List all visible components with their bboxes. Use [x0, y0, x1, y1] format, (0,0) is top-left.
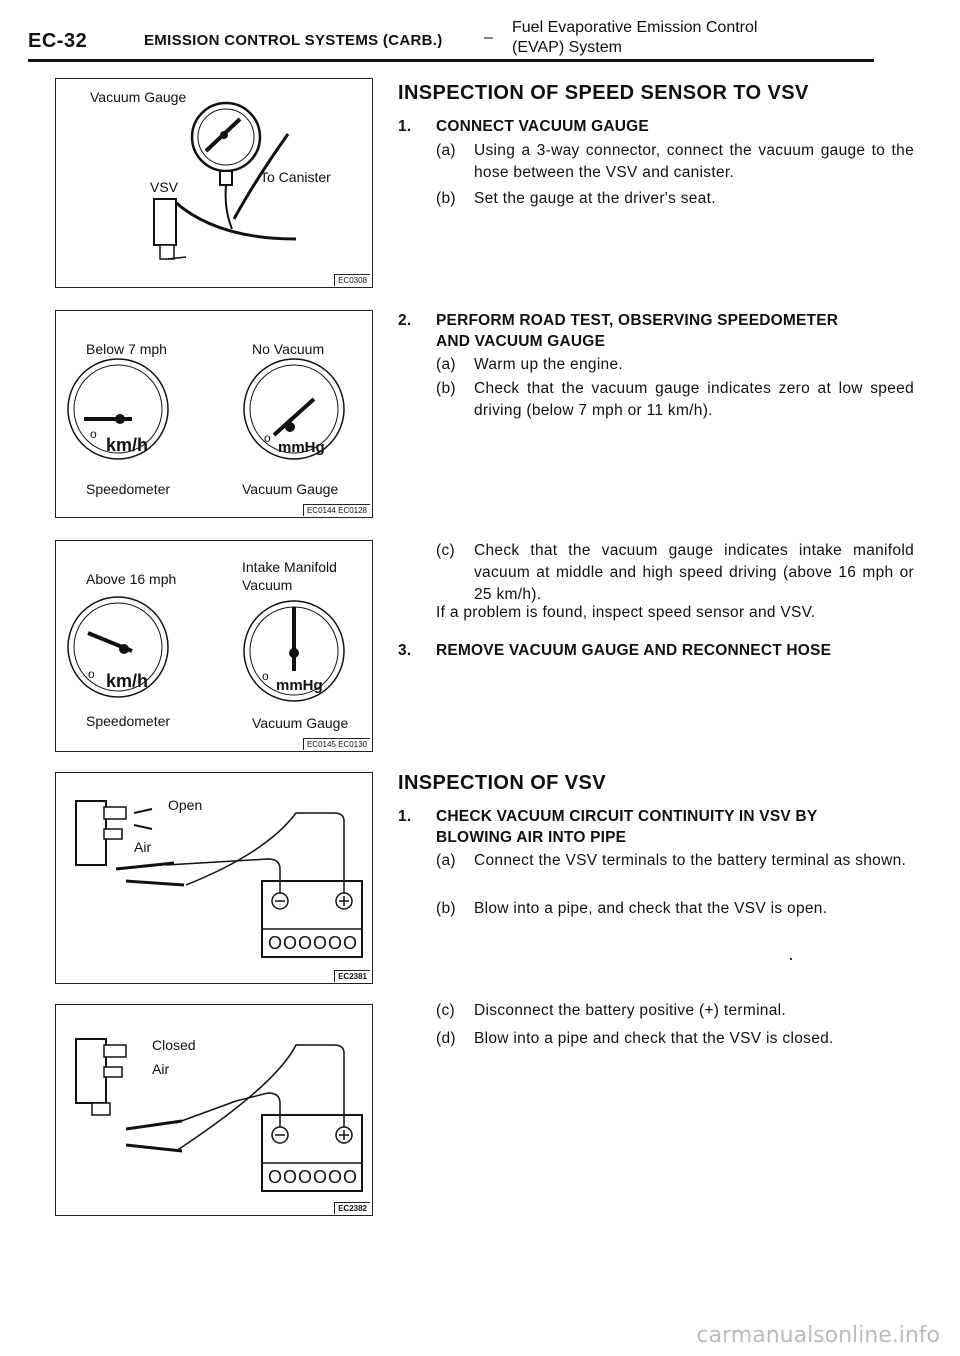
label-to-canister: To Canister — [260, 169, 331, 185]
item-text: Connect the VSV terminals to the battery terminal as shown. — [474, 852, 907, 869]
label-below-7-mph: Below 7 mph — [86, 341, 167, 357]
note-problem-found: If a problem is found, inspect speed sensor and VSV. — [436, 604, 816, 621]
figure-vacuum-gauge-connection — [55, 78, 373, 288]
figure-vsv-open — [55, 772, 373, 984]
figure-code: EC0145 EC0130 — [303, 738, 370, 750]
item-text: Set the gauge at the driver's seat. — [474, 190, 716, 207]
subtitle-line-1: Fuel Evaporative Emission Control — [512, 19, 758, 36]
step-number: 3. — [398, 642, 412, 659]
item-label: (c) — [436, 542, 455, 559]
item-label: (c) — [436, 1002, 455, 1019]
caption-vacuum-gauge: Vacuum Gauge — [242, 481, 339, 497]
caption-speedometer: Speedometer — [86, 713, 171, 729]
dial-zero-left: o — [90, 427, 97, 441]
item-label: (a) — [436, 142, 456, 159]
label-air: Air — [152, 1061, 170, 1077]
step-text: CONNECT VACUUM GAUGE — [436, 118, 649, 135]
item-label: (b) — [436, 900, 456, 917]
item-text: Check that the vacuum gauge indicates zero at low speed driving (below 7 mph or 11 km/h). — [474, 380, 914, 419]
step-text: REMOVE VACUUM GAUGE AND RECONNECT HOSE — [436, 642, 832, 659]
item-text: Blow into a pipe and check that the VSV is closed. — [474, 1030, 834, 1047]
item-label: (a) — [436, 852, 456, 869]
figure-code: EC0308 — [334, 274, 370, 286]
label-open: Open — [168, 797, 203, 813]
item-text: Disconnect the battery positive (+) terminal. — [474, 1002, 787, 1019]
label-vacuum-gauge: Vacuum Gauge — [90, 89, 187, 105]
dial-unit-mmhg: mmHg — [276, 677, 323, 694]
figure-code: EC0144 EC0128 — [303, 504, 370, 516]
header-rule — [28, 59, 874, 62]
figure-code: EC2382 — [334, 1202, 370, 1214]
item-text: Using a 3-way connector, connect the vacuum gauge to the hose between the VSV and canister. — [474, 142, 914, 181]
subtitle-block — [484, 18, 758, 58]
item-label: (d) — [436, 1030, 456, 1047]
dial-unit-mmhg: mmHg — [278, 439, 325, 456]
section-title: EMISSION CONTROL SYSTEMS (CARB.) — [144, 32, 443, 49]
item-text: Blow into a pipe, and check that the VSV is open. — [474, 900, 828, 917]
subtitle-line-2: (EVAP) System — [512, 39, 622, 56]
page-number: EC-32 — [28, 30, 88, 52]
step-text: CHECK VACUUM CIRCUIT CONTINUITY IN VSV BY BLOWING AIR INTO PIPE — [436, 808, 818, 846]
label-vacuum: Vacuum — [242, 577, 293, 593]
step-number: 1. — [398, 808, 412, 825]
dial-unit-kmh: km/h — [106, 671, 149, 691]
label-intake-manifold: Intake Manifold — [242, 559, 337, 575]
heading-vsv: INSPECTION OF VSV — [398, 772, 606, 794]
battery-cells: OOOOOO — [268, 933, 359, 953]
dial-zero-left: o — [88, 667, 95, 681]
figure-vsv-closed — [55, 1004, 373, 1216]
label-closed: Closed — [152, 1037, 196, 1053]
caption-speedometer: Speedometer — [86, 481, 171, 497]
battery-cells: OOOOOO — [268, 1167, 359, 1187]
label-above-16-mph: Above 16 mph — [86, 571, 177, 587]
step-text: PERFORM ROAD TEST, OBSERVING SPEEDOMETER AND VACUUM GAUGE — [436, 312, 839, 350]
caption-vacuum-gauge: Vacuum Gauge — [252, 715, 349, 731]
heading-speed-sensor: INSPECTION OF SPEED SENSOR TO VSV — [398, 82, 809, 104]
stray-dot — [790, 958, 792, 960]
item-label: (b) — [436, 190, 456, 207]
label-vsv: VSV — [150, 179, 179, 195]
figure-below-7mph — [55, 310, 373, 518]
item-label: (a) — [436, 356, 456, 373]
item-text: Check that the vacuum gauge indicates intake manifold vacuum at middle and high speed driving (above 16 mph or 25 km/h). — [474, 542, 914, 603]
item-text: Warm up the engine. — [474, 356, 624, 373]
dial-unit-kmh: km/h — [106, 435, 149, 455]
title-dash: – — [484, 29, 493, 46]
label-air: Air — [134, 839, 152, 855]
dial-zero-right: o — [262, 669, 269, 683]
figure-above-16mph — [55, 540, 373, 752]
step-number: 1. — [398, 118, 412, 135]
label-no-vacuum: No Vacuum — [252, 341, 325, 357]
item-label: (b) — [436, 380, 456, 397]
dial-zero-right: o — [264, 431, 271, 445]
watermark: carmanualsonline.info — [696, 1323, 940, 1348]
step-number: 2. — [398, 312, 412, 329]
figure-code: EC2381 — [334, 970, 370, 982]
